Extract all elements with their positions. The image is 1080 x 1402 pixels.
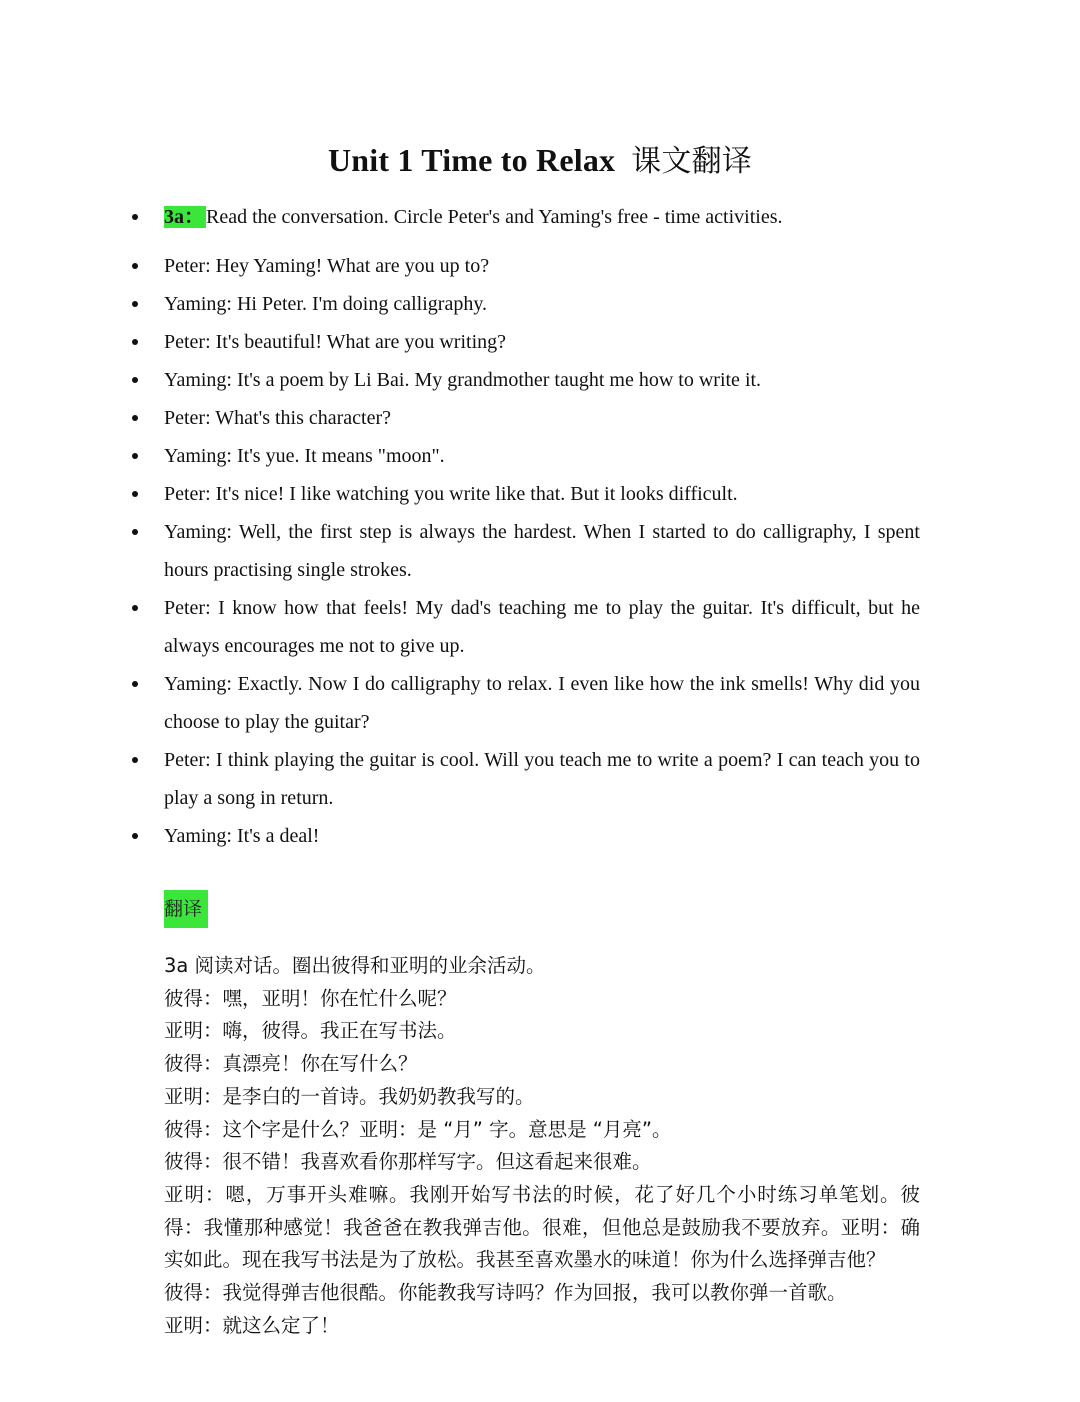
translation-tag: 翻译	[164, 890, 208, 928]
translation-line: 亚明：嗯，万事开头难嘛。我刚开始写书法的时候，花了好几个小时练习单笔划。彼得：我懂那种感觉！我爸爸在教我弹吉他。很难，但他总是鼓励我不要放弃。亚明：确实如此。现在我写书法是为了放松。我甚至喜欢墨水的味道！你为什么选择弹吉他？	[164, 1182, 920, 1272]
translation-line: 彼得：真漂亮！你在写什么？	[164, 1052, 418, 1076]
translation-line: 3a 阅读对话。圈出彼得和亚明的业余活动。	[164, 954, 546, 977]
title-chinese: 课文翻译	[631, 144, 753, 179]
dialogue-line: Peter: What's this character?	[164, 399, 920, 437]
translation-line: 彼得：嘿，亚明！你在忙什么呢？	[164, 986, 457, 1010]
instruction-item	[164, 198, 920, 236]
dialogue-line: Yaming: Exactly. Now I do calligraphy to relax. I even like how the ink smells! Why did you choose to play the guitar?	[164, 665, 920, 741]
page-title	[0, 134, 1080, 188]
instruction-text: Read the conversation. Circle Peter's and Yaming's free - time activities.	[206, 206, 783, 228]
dialogue-line: Yaming: Hi Peter. I'm doing calligraphy.	[164, 285, 920, 323]
dialogue-line: Yaming: Well, the first step is always the hardest. When I started to do calligraphy, I spent hours practising single strokes.	[164, 513, 920, 589]
dialogue-line: Peter: I think playing the guitar is cool. Will you teach me to write a poem? I can teach you to play a song in return.	[164, 741, 920, 817]
translation-line: 亚明：嗨，彼得。我正在写书法。	[164, 1019, 457, 1043]
translation-line: 彼得：很不错！我喜欢看你那样写字。但这看起来很难。	[164, 1150, 652, 1174]
chinese-translation	[164, 950, 920, 1342]
translation-line: 彼得：我觉得弹吉他很酷。你能教我写诗吗？作为回报，我可以教你弹一首歌。	[164, 1281, 847, 1305]
dialogue-line: Peter: It's nice! I like watching you write like that. But it looks difficult.	[164, 475, 920, 513]
dialogue-line: Peter: It's beautiful! What are you writing?	[164, 323, 920, 361]
dialogue-line: Peter: I know how that feels! My dad's teaching me to play the guitar. It's difficult, but he always encourages me not to give up.	[164, 589, 920, 665]
dialogue-line: Yaming: It's yue. It means "moon".	[164, 437, 920, 475]
translation-line: 亚明：是李白的一首诗。我奶奶教我写的。	[164, 1084, 535, 1108]
dialogue-line: Peter: Hey Yaming! What are you up to?	[164, 247, 920, 285]
translation-line: 亚明：就这么定了！	[164, 1313, 340, 1337]
dialogue-line: Yaming: It's a deal!	[164, 817, 920, 855]
title-english: Unit 1 Time to Relax	[327, 142, 616, 178]
section-tag-3a: 3a：	[164, 206, 204, 228]
dialogue-line: Yaming: It's a poem by Li Bai. My grandmother taught me how to write it.	[164, 361, 920, 399]
translation-line: 彼得：这个字是什么？亚明：是 “月” 字。意思是 “月亮”。	[164, 1117, 672, 1141]
